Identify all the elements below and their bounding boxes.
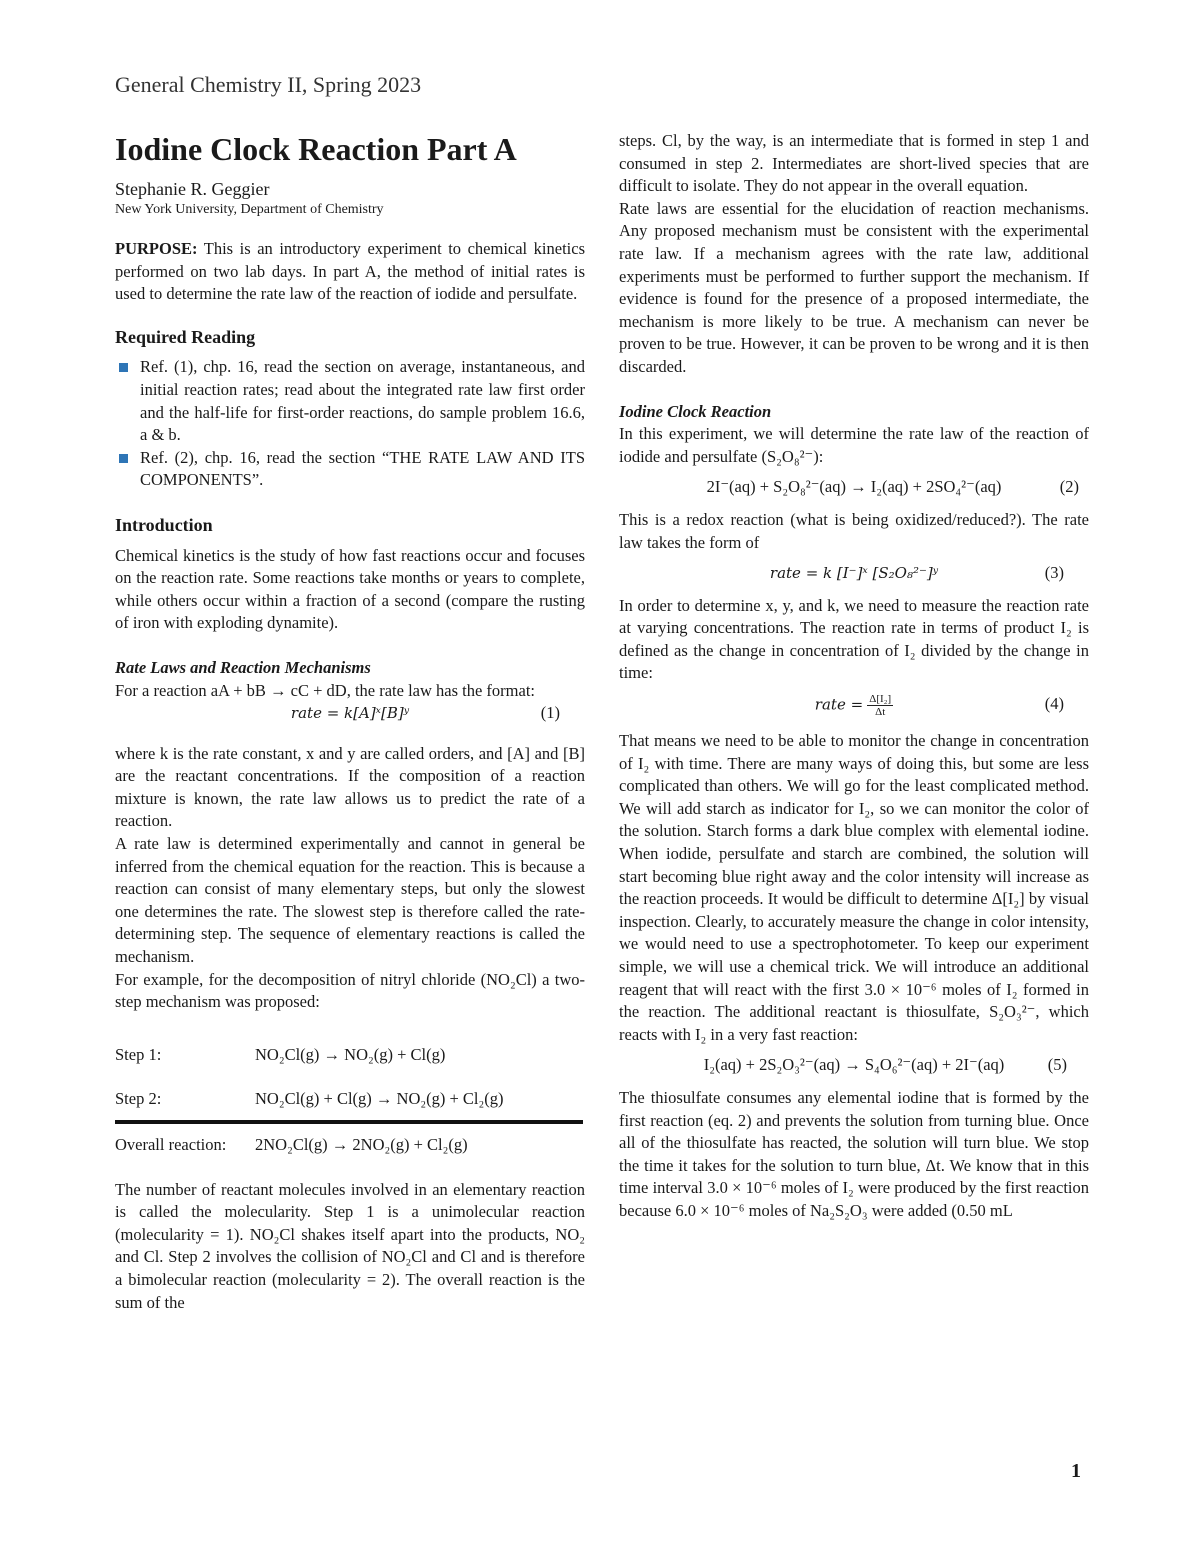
purpose-paragraph — [115, 238, 585, 306]
list-item — [115, 447, 585, 492]
equation-4-fraction — [867, 693, 893, 718]
equation-5-body: I₂(aq) + 2S₂O₃²⁻(aq) → S₄O₆²⁻(aq) + 2I⁻(aq) — [703, 1055, 1005, 1075]
rate-laws-p1: where k is the rate constant, x and y are called orders, and [A] and [B] are the reactant concentrations. If the composition of a reaction mixture is known, the rate law allows us to predict the rate of a reaction. — [115, 743, 585, 831]
square-bullet-icon — [119, 363, 128, 372]
intermediates-paragraph: steps. Cl, by the way, is an intermediate that is formed in step 1 and consumed in step 2. Intermediates are short-lived species that are difficult to isolate. They do not appear in the overall equation. — [619, 131, 1089, 196]
square-bullet-icon — [119, 454, 128, 463]
equation-2-body: 2I⁻(aq) + S₂O₈²⁻(aq) → I₂(aq) + 2SO₄²⁻(aq) — [706, 477, 1002, 497]
rate-laws-p3: For example, for the decomposition of nitryl chloride (NO₂Cl) a two-step mechanism was proposed: — [115, 969, 585, 1012]
iodine-clock-intro: In this experiment, we will determine the rate law of the reaction of iodide and persulfate (S₂O₈²⁻): — [619, 424, 1089, 466]
reading-item-1: Ref. (1), chp. 16, read the section on average, instantaneous, and initial reaction rates; read about the integrated rate law first order and the half-life for first-order reactions, do sample problem 16.6, a & b. — [140, 357, 585, 445]
step-1-label: Step 1: — [115, 1044, 162, 1064]
equation-1 — [115, 702, 585, 725]
rate-laws-heading: Rate Laws and Reaction Mechanisms — [115, 657, 371, 677]
mechanism-step-2 — [115, 1088, 585, 1111]
step-1-equation: NO₂Cl(g) → NO₂(g) + Cl(g) — [255, 1044, 446, 1064]
iodine-clock-heading: Iodine Clock Reaction — [619, 401, 772, 421]
equation-5 — [619, 1054, 1089, 1077]
redox-paragraph: This is a redox reaction (what is being oxidized/reduced?). The rate law takes the form of — [619, 509, 1089, 552]
mechanisms-paragraph: Rate laws are essential for the elucidation of reaction mechanisms. Any proposed mechanism must be consistent with the experimental rate law. If a mechanism agrees with the rate law, additional experiments must be performed to further support the mechanism. If evidence is found for the presence of a proposed intermediate, the mechanism is more likely to be true. A mechanism can never be proven to be true. However, it can be proven to be wrong and it is then discarded. — [619, 198, 1089, 376]
purpose-label: PURPOSE: — [115, 239, 198, 258]
affiliation: New York University, Department of Chemistry — [115, 202, 384, 217]
author: Stephanie R. Geggier — [115, 179, 270, 199]
equation-3-number: (3) — [1044, 563, 1064, 583]
overall-divider — [115, 1120, 583, 1124]
step-2-equation: NO₂Cl(g) + Cl(g) → NO₂(g) + Cl₂(g) — [255, 1089, 504, 1109]
required-reading-heading: Required Reading — [115, 326, 256, 347]
introduction-text: Chemical kinetics is the study of how fast reactions occur and focuses on the reaction rate. Some reactions take months or years to complete, while others occur within a fraction of a second (compare the rusting of iron with exploding dynamite). — [115, 545, 585, 633]
purpose-text: This is an introductory experiment to chemical kinetics performed on two lab days. In part A, the method of initial rates is used to determine the rate law of the reaction of iodide and persulfate. — [115, 239, 586, 304]
overall-equation: 2NO₂Cl(g) → 2NO₂(g) + Cl₂(g) — [255, 1135, 468, 1154]
molecularity-paragraph: The number of reactant molecules involved in an elementary reaction is called the molecularity. Step 1 is a unimolecular reaction (molecularity = 1). NO₂Cl shakes itself apart into the products, NO₂ and Cl. Step 2 involves the collision of NO₂Cl and Cl and is therefore a bimolecular reaction (molecularity = 2). The overall reaction is the sum of the — [115, 1179, 585, 1312]
equation-1-number: (1) — [540, 703, 560, 723]
determine-paragraph: In order to determine x, y, and k, we need to measure the reaction rate at varying concentrations. The reaction rate in terms of product I₂ is defined as the change in concentration of I₂ divided by the change in time: — [619, 595, 1089, 683]
equation-1-body: rate = k[A]ˣ[B]ʸ — [290, 704, 410, 723]
equation-2 — [619, 476, 1089, 499]
equation-4 — [619, 693, 1089, 718]
list-item — [115, 356, 585, 446]
fraction-numerator: Δ[I₂] — [869, 693, 892, 706]
required-reading-list — [115, 356, 585, 492]
equation-4-lhs: rate = — [814, 695, 864, 714]
course-header: General Chemistry II, Spring 2023 — [115, 72, 422, 97]
equation-3-body: rate = k [I⁻]ˣ [S₂O₈²⁻]ʸ — [769, 564, 939, 583]
introduction-heading: Introduction — [115, 514, 213, 535]
left-column — [115, 130, 585, 1314]
overall-reaction — [115, 1134, 585, 1157]
right-column — [619, 130, 1089, 1223]
equation-4-number: (4) — [1044, 694, 1064, 714]
mechanism-step-1 — [115, 1044, 585, 1067]
equation-5-number: (5) — [1047, 1055, 1067, 1075]
reading-item-2: Ref. (2), chp. 16, read the section “THE RATE LAW AND ITS COMPONENTS”. — [140, 447, 585, 490]
page-number: 1 — [1071, 1460, 1081, 1482]
rate-laws-p2: A rate law is determined experimentally and cannot in general be inferred from the chemical equation for the reaction. This is because a reaction can consist of many elementary steps, but only the slowest one determines the rate. The slowest step is therefore called the rate-determining step. The sequence of elementary reactions is called the mechanism. — [115, 834, 585, 967]
rate-laws-intro: For a reaction aA + bB → cC + dD, the rate law has the format: — [115, 680, 535, 700]
step-2-label: Step 2: — [115, 1089, 162, 1109]
overall-label: Overall reaction: — [115, 1135, 227, 1154]
thiosulfate-paragraph: The thiosulfate consumes any elemental iodine that is formed by the first reaction (eq. 2) and prevents the solution from turning blue. Once all of the thiosulfate has reacted, the solution will turn blue. We stop the time it takes for the solution to turn blue, Δt. We know that in this time interval 3.0 × 10⁻⁶ moles of I₂ were produced by the first reaction because 6.0 × 10⁻⁶ moles of Na₂S₂O₃ were added (0.50 mL — [619, 1087, 1089, 1220]
monitor-paragraph: That means we need to be able to monitor the change in concentration of I₂ with time. There are many ways of doing this, but some are less complicated than others. We will go for the least complicated method. We will add starch as indicator for I₂, so we can monitor the color of the solution. Starch forms a dark blue complex with elemental iodine. When iodide, persulfate and starch are combined, the solution will start becoming blue right away and the color intensity will increase as the reaction proceeds. It would be difficult to determine Δ[I₂] by visual inspection. Clearly, to accurately measure the change in color intensity, we would need to use a spectrophotometer. To keep our experiment simple, we will use a chemical trick. We will introduce an additional reagent that will react with the first 3.0 × 10⁻⁶ moles of I₂ formed in the reaction. The additional reactant is thiosulfate, S₂O₃²⁻, which reacts with I₂ in a very fast reaction: — [619, 731, 1089, 1044]
fraction-denominator: Δt — [875, 706, 886, 719]
equation-2-number: (2) — [1059, 477, 1079, 497]
equation-3 — [619, 562, 1089, 585]
document-title: Iodine Clock Reaction Part A — [115, 131, 517, 167]
